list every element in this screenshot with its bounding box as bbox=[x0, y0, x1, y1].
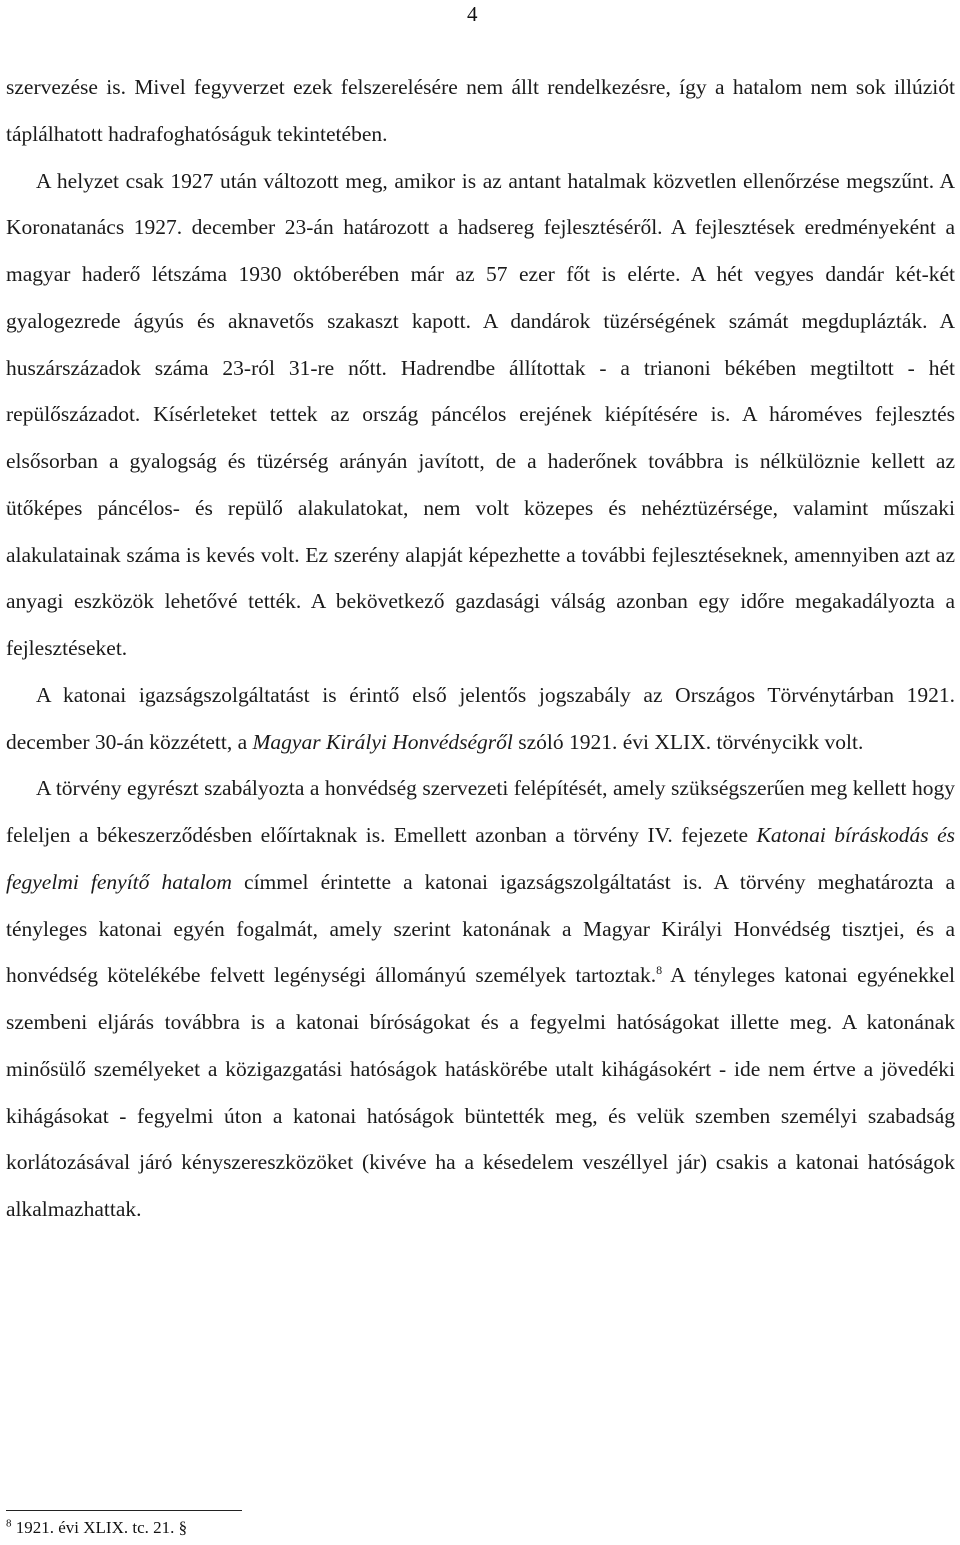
paragraph-4-text-middle: címmel érintette a katonai igazságszolgáltatást is. A törvény meghatározta a tényleges katonai egyén fogalmát, amely szerint katonának a Magyar Királyi Honvédség tisztjei, és a honvédség kötelékébe felvett legénységi állományú személyek tartoztak. bbox=[6, 869, 956, 988]
paragraph-4-text-end: A tényleges katonai egyénekkel szembeni eljárás továbbra is a katonai bíróságokat és a fegyelmi hatóságokat illette meg. A katonának minősülő személyeket a közigazgatási hatóságok hatáskörébe utalt kihágásokért - ide nem értve a jövedéki kihágásokat - fegyelmi úton a katonai hatóságok büntették meg, és velük szemben személyi szabadság korlátozásával járó kényszereszközöket (kivéve ha a késedelem veszéllyel jár) csakis a katonai hatóságok alkalmazhattak. bbox=[6, 963, 955, 1221]
law-title-italic: Magyar Királyi Honvédségről bbox=[252, 729, 513, 754]
footnote-text: 1921. évi XLIX. tc. 21. § bbox=[11, 1518, 188, 1537]
paragraph-2: A helyzet csak 1927 után változott meg, amikor is az antant hatalmak közvetlen ellenőrzése megszűnt. A Koronatanács 1927. december 23-án határozott a hadsereg fejlesztéséről. A fejlesztések eredményeként a magyar haderő létszáma 1930 októberében már az 57 ezer főt is elérte. A hét vegyes dandár két-két gyalogezrede ágyús és aknavetős szakaszt kapott. A dandárok tüzérségének számát megduplázták. A huszárszázadok száma 23-ról 31-re nőtt. Hadrendbe állítottak - a trianoni békében megtiltott - hét repülőszázadot. Kísérleteket tettek az ország páncélos erejének kiépítésére is. A hároméves fejlesztés elsősorban a gyalogság és tüzérség arányán javított, de a haderőnek továbbra is nélkülöznie kellett az ütőképes páncélos- és repülő alakulatokat, nem volt közepes és nehéztüzérsége, valamint műszaki alakulatainak száma is kevés volt. Ez szerény alapját képezhette a további fejlesztéseknek, amennyiben azt az anyagi eszközök lehetővé tették. A bekövetkező gazdasági válság azonban egy időre megakadályozta a fejlesztéseket. bbox=[6, 168, 955, 660]
paragraph-4-text: A törvény egyrészt szabályozta a honvédség szervezeti felépítését, amely szükségszerűen meg kellett hogy feleljen a békeszerződésben előírtaknak is. Emellett azonban a törvény IV. fejezete bbox=[6, 776, 955, 847]
footnote-divider bbox=[6, 1510, 242, 1511]
footnote-reference: 8 bbox=[656, 963, 663, 978]
chapter-title-italic: Katonai bíráskodás és fegyelmi fenyítő hatalom bbox=[6, 823, 955, 894]
footnote-number: 8 bbox=[6, 1517, 12, 1530]
paragraph-3-text: A katonai igazságszolgáltatást is érintő első jelentős jogszabály az Országos Törvénytárban 1921. december 30-án közzétett, a bbox=[6, 682, 955, 754]
body-text bbox=[6, 64, 955, 1233]
paragraph-3 bbox=[6, 672, 955, 766]
paragraph-3-text-end: szóló 1921. évi XLIX. törvénycikk volt. bbox=[512, 729, 864, 754]
page-number: 4 bbox=[467, 2, 478, 26]
paragraph-1: szervezése is. Mivel fegyverzet ezek felszerelésére nem állt rendelkezésre, így a hatalom nem sok illúziót táplálhatott hadrafoghatóságuk tekintetében. bbox=[6, 75, 955, 146]
paragraph-4 bbox=[6, 765, 955, 1233]
footnote bbox=[6, 1518, 187, 1538]
